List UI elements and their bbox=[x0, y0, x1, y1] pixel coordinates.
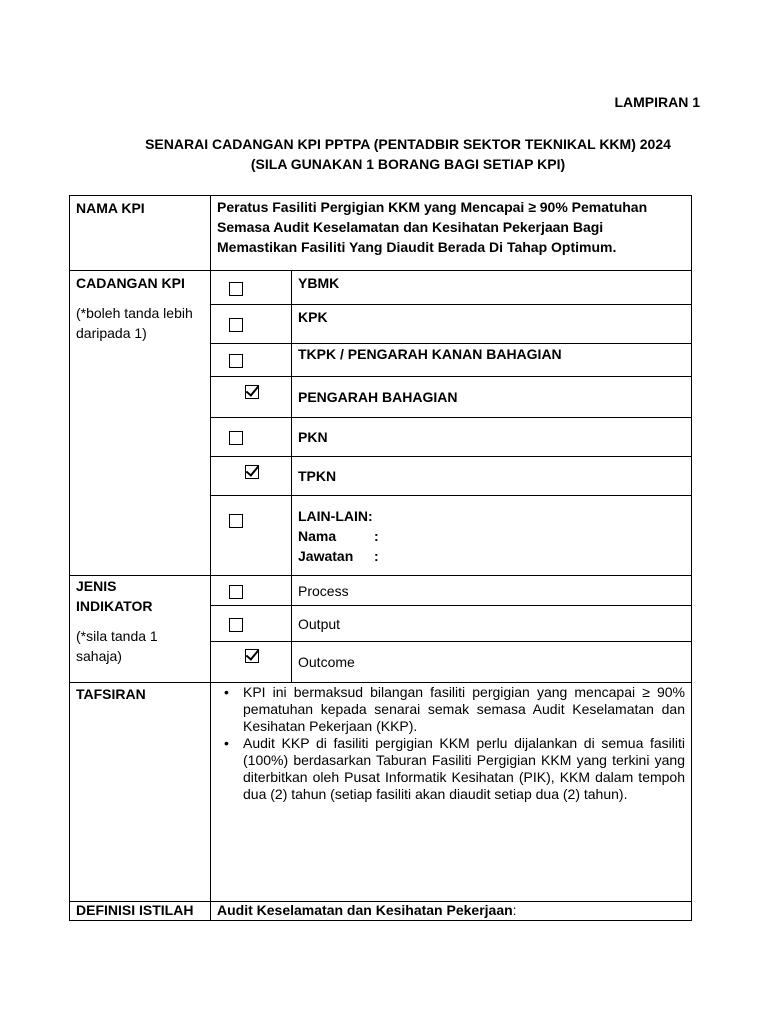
definisi-istilah-cell bbox=[211, 902, 692, 921]
nama-value[interactable] bbox=[384, 526, 685, 546]
option-pkn: PKN bbox=[292, 418, 692, 457]
nama-colon: : bbox=[374, 528, 379, 544]
note-cadangan-kpi: (*boleh tanda lebih daripada 1) bbox=[76, 305, 193, 341]
tafsiran-cell bbox=[211, 683, 692, 902]
label-jenis-indikator: JENIS INDIKATOR bbox=[76, 578, 153, 614]
checkbox-kpk[interactable] bbox=[229, 318, 243, 332]
option-outcome: Outcome bbox=[292, 642, 692, 683]
option-process: Process bbox=[292, 576, 692, 606]
jenis-indikator-cell bbox=[70, 576, 211, 683]
checkbox-process[interactable] bbox=[229, 585, 243, 599]
checkbox-outcome[interactable] bbox=[245, 649, 259, 663]
jawatan-colon: : bbox=[374, 548, 379, 564]
title-line-1: SENARAI CADANGAN KPI PPTPA (PENTADBIR SEKTOR TEKNIKAL KKM) 2024 bbox=[145, 136, 671, 152]
option-tkpk: TKPK / PENGARAH KANAN BAHAGIAN bbox=[292, 344, 692, 377]
row-indikator-process bbox=[70, 576, 692, 606]
option-tpkn: TPKN bbox=[292, 457, 692, 496]
row-definisi-istilah bbox=[70, 902, 692, 921]
option-output: Output bbox=[292, 606, 692, 642]
label-cadangan-kpi: CADANGAN KPI bbox=[76, 275, 185, 291]
label-definisi-istilah: DEFINISI ISTILAH bbox=[70, 902, 211, 921]
value-nama-kpi: Peratus Fasiliti Pergigian KKM yang Mencapai ≥ 90% Pematuhan Semasa Audit Keselamatan dan Kesihatan Pekerjaan Bagi Memastikan Fasiliti Yang Diaudit Berada Di Tahap Optimum. bbox=[211, 196, 692, 271]
checkbox-pkn[interactable] bbox=[229, 431, 243, 445]
nama-label: Nama bbox=[298, 528, 337, 544]
annex-label: LAMPIRAN 1 bbox=[614, 94, 700, 110]
label-nama-kpi: NAMA KPI bbox=[70, 196, 211, 271]
row-tafsiran bbox=[70, 683, 692, 902]
checkbox-tpkn[interactable] bbox=[245, 465, 259, 479]
checkbox-tkpk[interactable] bbox=[229, 354, 243, 368]
checkbox-ybmk[interactable] bbox=[229, 282, 243, 296]
form-title bbox=[0, 134, 768, 174]
option-lain-lain: LAIN-LAIN: bbox=[298, 508, 373, 524]
checkbox-pengarah-bahagian[interactable] bbox=[245, 385, 259, 399]
row-nama-kpi bbox=[70, 196, 692, 271]
label-tafsiran: TAFSIRAN bbox=[70, 683, 211, 902]
jawatan-label: Jawatan bbox=[298, 548, 354, 564]
row-cadangan-ybmk bbox=[70, 271, 692, 305]
title-line-2: (SILA GUNAKAN 1 BORANG BAGI SETIAP KPI) bbox=[250, 156, 566, 172]
jawatan-value[interactable] bbox=[384, 546, 685, 566]
note-jenis-indikator: (*sila tanda 1 sahaja) bbox=[76, 628, 158, 664]
kpi-form-table bbox=[69, 195, 692, 921]
tafsiran-list bbox=[217, 684, 685, 803]
checkbox-lain-lain[interactable] bbox=[229, 514, 243, 528]
cadangan-kpi-cell bbox=[70, 271, 211, 576]
option-pengarah-bahagian: PENGARAH BAHAGIAN bbox=[292, 377, 692, 418]
checkbox-output[interactable] bbox=[229, 618, 243, 632]
definisi-istilah-colon: : bbox=[512, 902, 517, 918]
tafsiran-bullet: • Audit KKP di fasiliti pergigian KKM perlu dijalankan di semua fasiliti (100%) berdasarkan Taburan Fasiliti Pergigian KKM yang terkini yang diterbitkan oleh Pusat Informatik Kesihatan (PIK), KKM dalam tempoh dua (2) tahun (setiap fasiliti akan diaudit setiap dua (2) tahun). bbox=[243, 735, 685, 803]
tafsiran-bullet: • KPI ini bermaksud bilangan fasiliti pergigian yang mencapai ≥ 90% pematuhan kepada senarai semak semasa Audit Keselamatan dan Kesihatan Pekerjaan (KKP). bbox=[243, 684, 685, 735]
option-lain-lain-cell bbox=[292, 496, 692, 576]
value-definisi-istilah: Audit Keselamatan dan Kesihatan Pekerjaan bbox=[217, 902, 513, 918]
option-kpk: KPK bbox=[292, 305, 692, 344]
option-ybmk: YBMK bbox=[292, 271, 692, 305]
